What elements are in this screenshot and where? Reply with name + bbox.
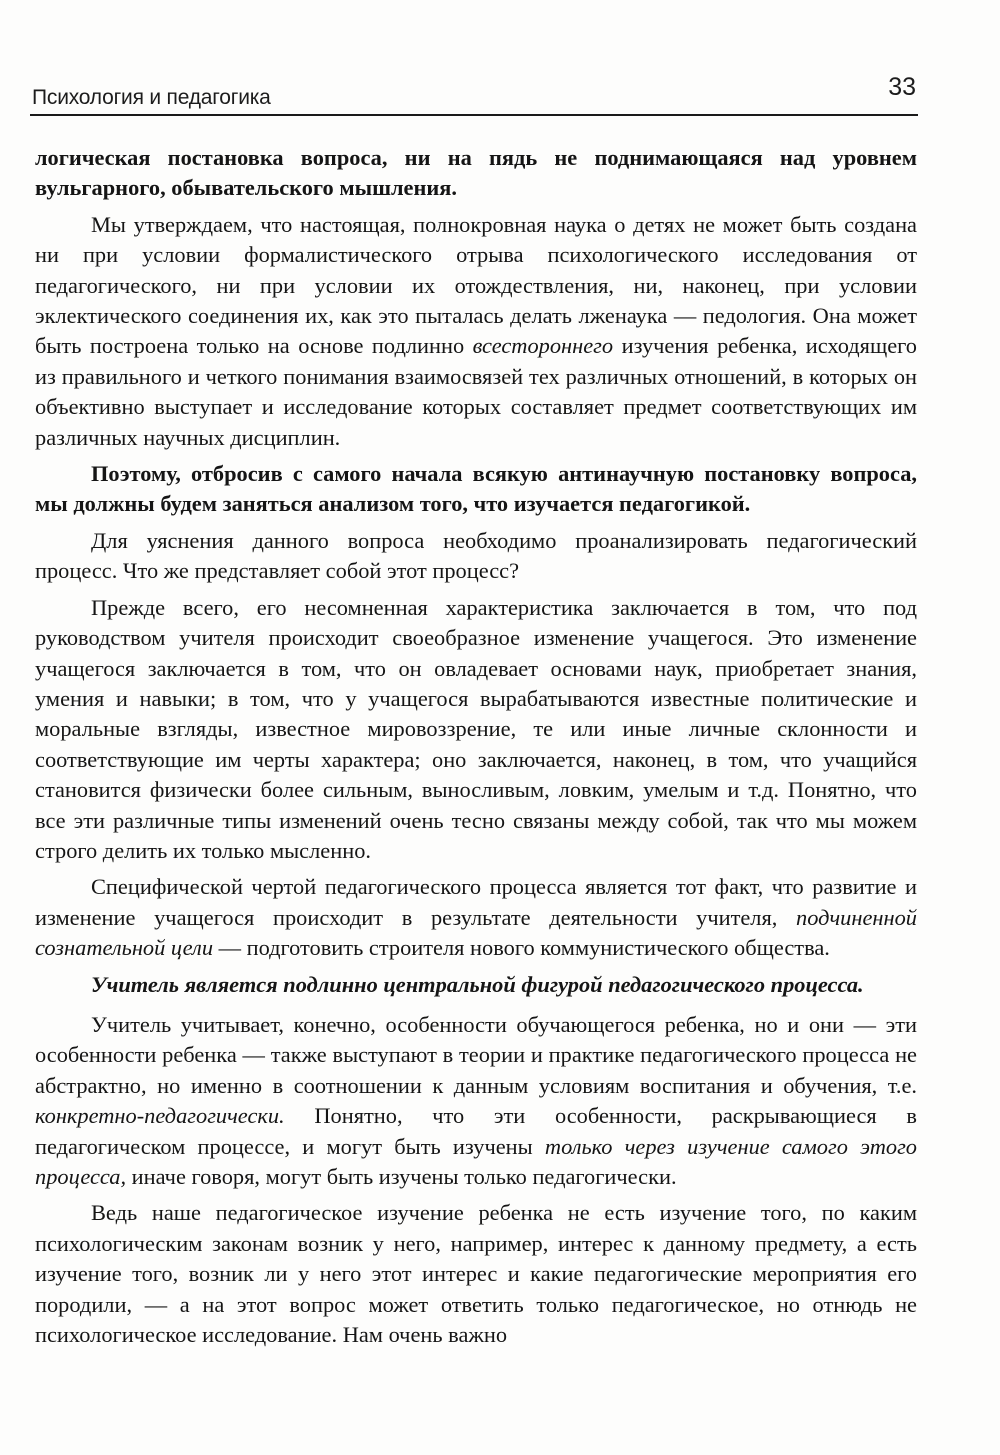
paragraph-text: Специфической чертой педагогического процесса является тот факт, что развитие и изменение учащегося происходит в результате деятельности учителя,	[35, 874, 917, 930]
italic-phrase: подчиненной сознательной цели	[35, 904, 917, 961]
running-title: Психология и педагогика	[32, 86, 271, 109]
paragraph	[35, 210, 917, 453]
page-number: 33	[888, 73, 916, 101]
paragraph-text: Учитель является подлинно центральной фигурой педагогического процесса.	[91, 971, 864, 997]
paragraph-text: Учитель учитывает, конечно, особенности обучающегося ребенка, но и они — эти особенности ребенка — также выступают в теории и практике педагогического процесса не абстрактно, но именно в соотношении к данным условиям воспитания и обучения, т.е.	[35, 1011, 917, 1098]
paragraph	[35, 872, 917, 963]
paragraph	[35, 1010, 917, 1192]
italic-phrase: только через изучение самого этого процесса,	[35, 1133, 917, 1189]
running-header	[30, 74, 918, 116]
paragraph	[35, 593, 917, 867]
paragraph-text: изучения ребенка, исходящего из правильного и четкого понимания взаимосвязей тех различных отношений, в которых он объективно выступает и исследование которых составляет предмет соответствующих им различных научных дисциплин.	[35, 333, 917, 450]
paragraph-text: — подготовить строителя нового коммунистического общества.	[213, 935, 830, 961]
paragraph-text: логическая постановка вопроса, ни на пядь не поднимающаяся над уровнем вульгарного, обывательского мышления.	[35, 145, 917, 201]
paragraph-text: Понятно, что эти особенности, раскрывающиеся в педагогическом процессе, и могут быть изучены	[35, 1103, 917, 1159]
paragraph	[35, 1198, 917, 1350]
paragraph-text: иначе говоря, могут быть изучены только педагогически.	[126, 1164, 677, 1189]
paragraph	[35, 143, 917, 204]
emphasized-paragraph	[35, 970, 917, 1000]
paragraph-text: Поэтому, отбросив с самого начала всякую антинаучную постановку вопроса, мы должны будем заняться анализом того, что изучается педагогикой.	[35, 461, 917, 517]
italic-term: конкретно-педагогически.	[35, 1103, 285, 1129]
paragraph-text: Ведь наше педагогическое изучение ребенка не есть изучение того, по каким психологическим законам возник у него, например, интерес к данному предмету, а есть изучение того, возник ли у него этот интерес и какие педагогические мероприятия его породили, — а на этот вопрос может ответить только педагогическое, но отнюдь не психологическое исследование. Нам очень важно	[35, 1200, 917, 1348]
paragraph-text: Прежде всего, его несомненная характеристика заключается в том, что под руководством учителя происходит своеобразное изменение учащегося. Это изменение учащегося заключается в том, что он овладевает основами наук, приобретает знания, умения и навыки; в том, что у учащегося вырабатываются известные политические и моральные взгляды, известное мировоззрение, те или иные личные склонности и соответствующие им черты характера; оно заключается, наконец, в том, что учащийся становится физически более сильным, выносливым, ловким, умелым и т.д. Понятно, что все эти различные типы изменений очень тесно связаны между собой, так что мы можем строго делить их только мысленно.	[35, 594, 917, 863]
body-text	[35, 143, 917, 1356]
paragraph	[35, 526, 917, 587]
paragraph-text: Для уяснения данного вопроса необходимо проанализировать педагогический процесс. Что же представляет собой этот процесс?	[35, 527, 917, 584]
paragraph-text: Мы утверждаем, что настоящая, полнокровная наука о детях не может быть создана ни при условии формалистического отрыва психологического исследования от педагогического, ни при условии их отождествления, ни, наконец, при условии эклектического соединения их, как это пыталась делать лженаука — педология. Она может быть построена только на основе подлинно	[35, 211, 917, 359]
italic-term: всестороннего	[472, 333, 614, 359]
paragraph	[35, 459, 917, 520]
